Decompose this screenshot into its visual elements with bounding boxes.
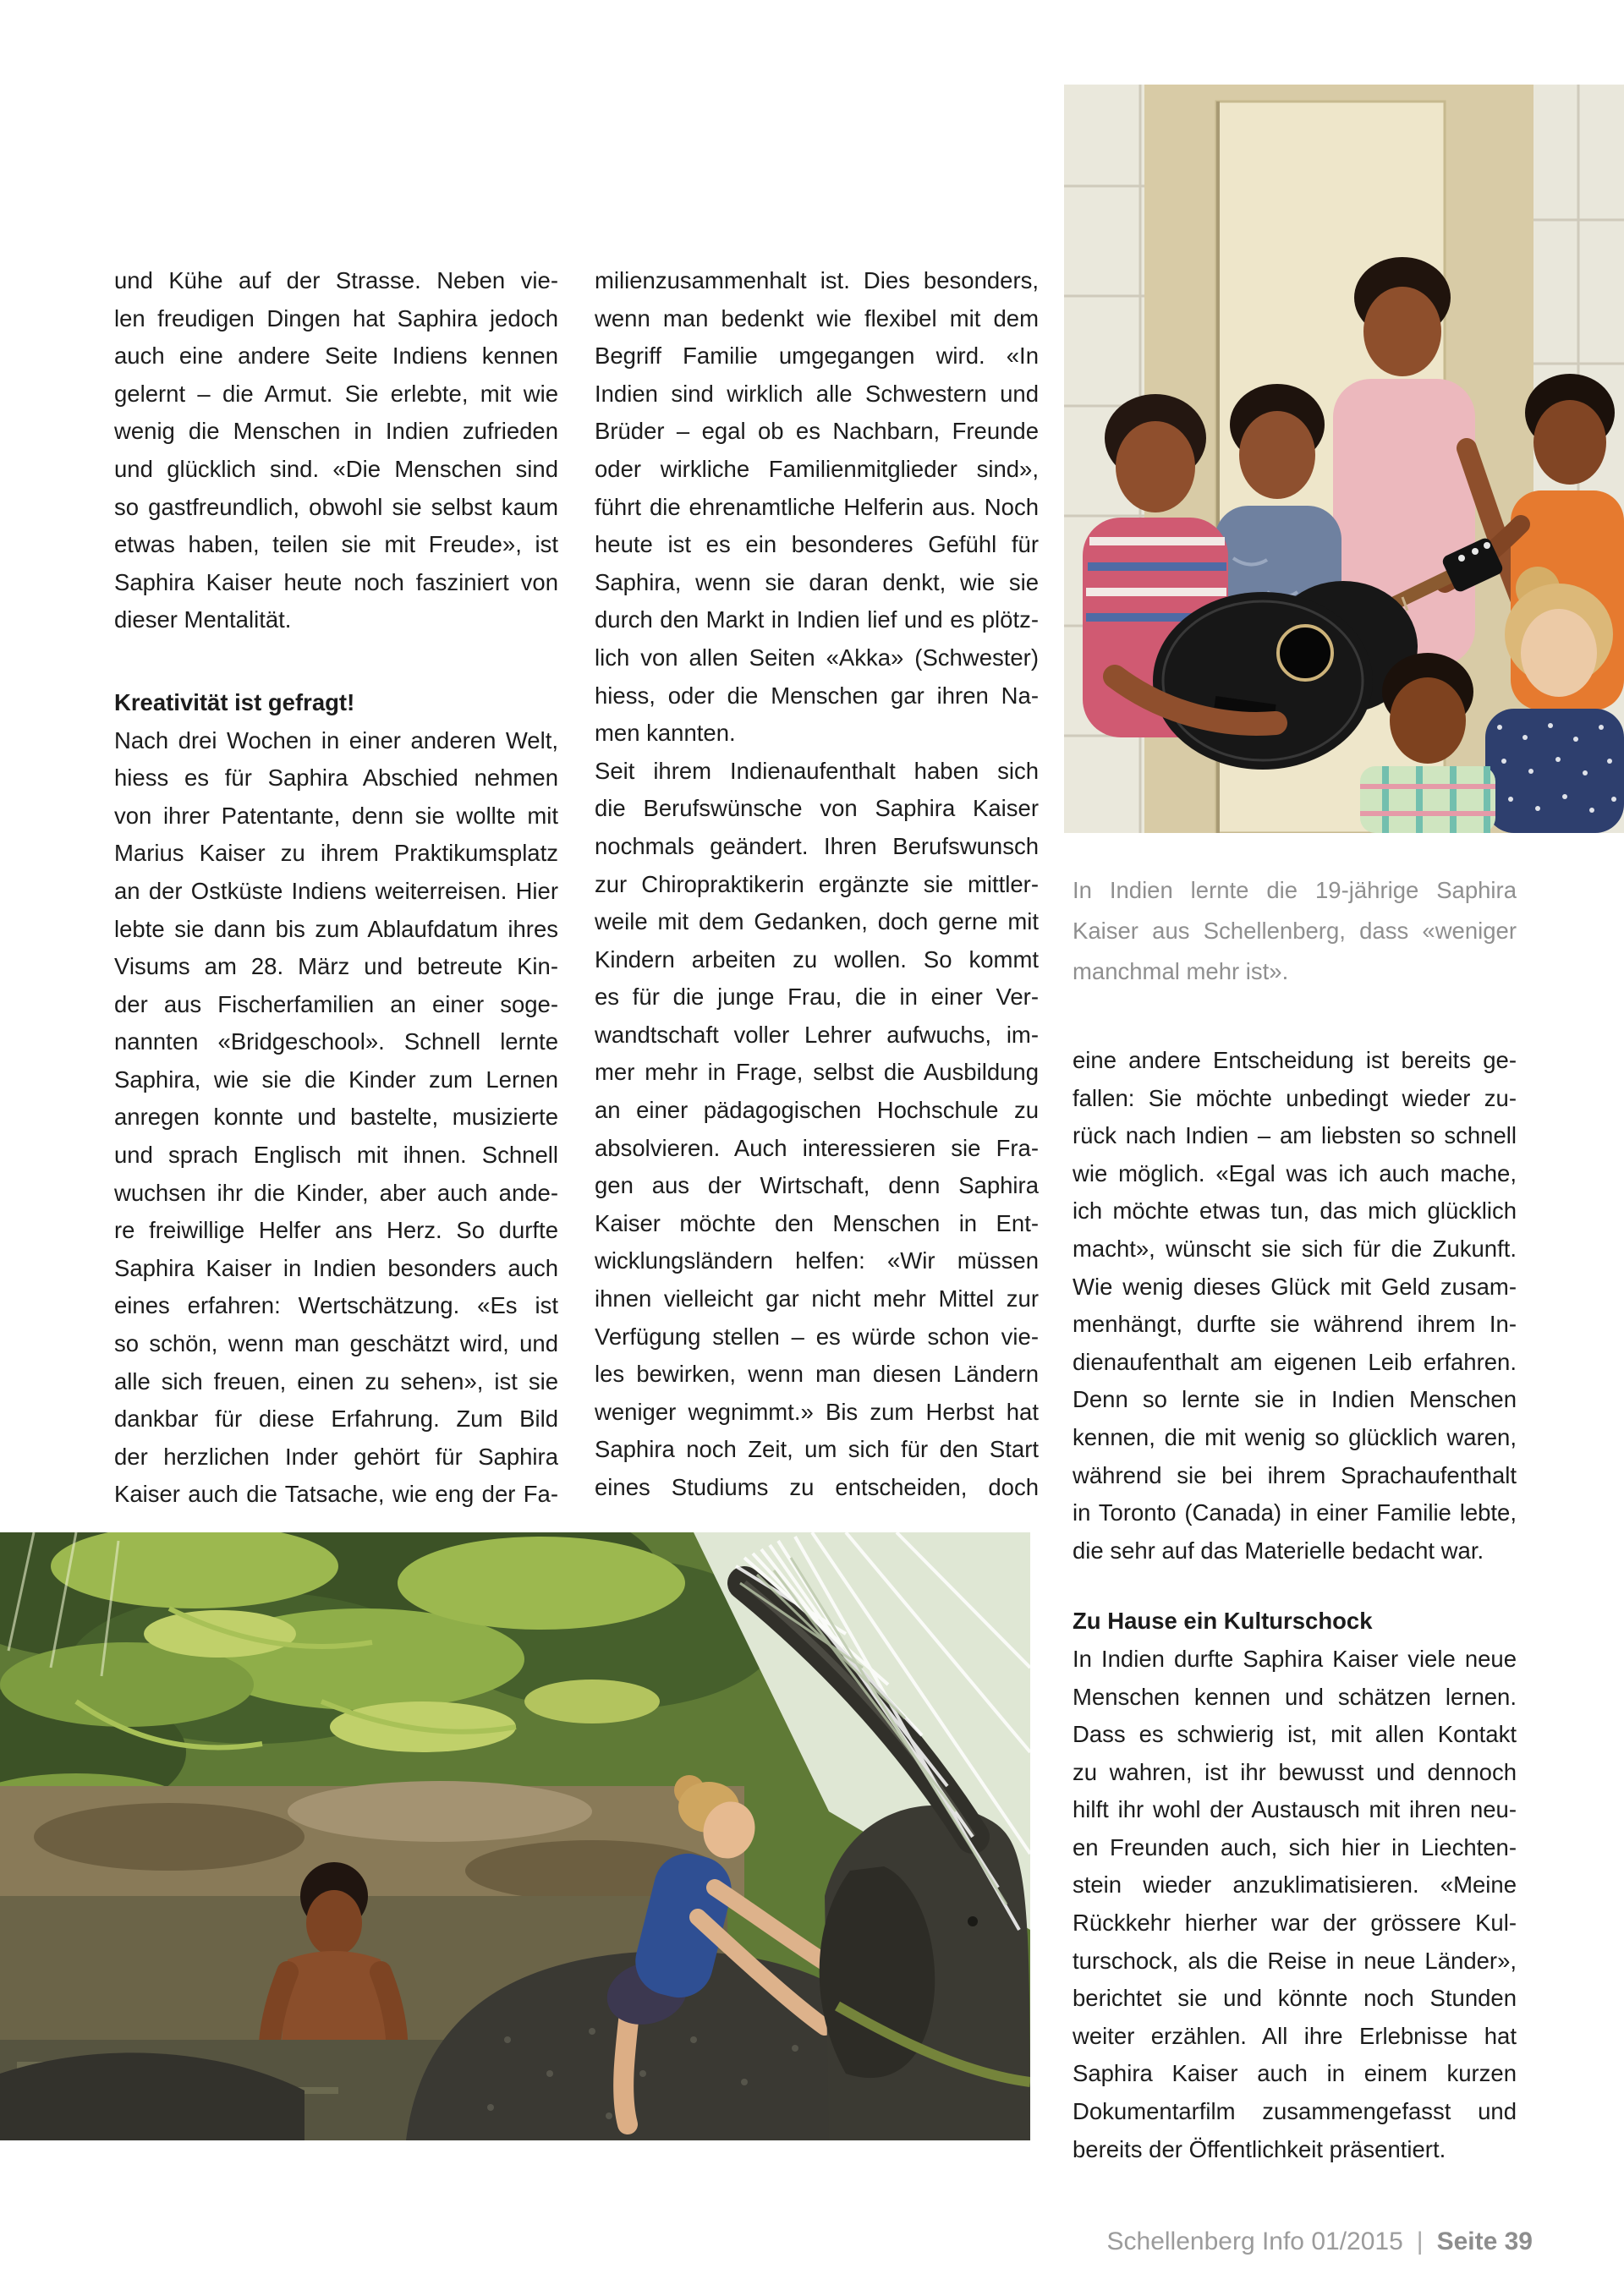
text-line: eines Studiums zu entscheiden, doch bbox=[595, 1474, 1039, 1500]
text-line: les bewirken, wenn man diesen Ländern bbox=[595, 1361, 1039, 1388]
text-line: hiess es für Saphira Abschied nehmen bbox=[114, 764, 558, 792]
text-line: Dokumentarfilm zusammengefasst und bbox=[1073, 2098, 1517, 2125]
text-line: fallen: Sie möchte unbedingt wieder zu- bbox=[1073, 1084, 1517, 1111]
text-line: bereits der Öffentlichkeit präsentiert. bbox=[1073, 2135, 1446, 2162]
text-line: und sprach Englisch mit ihnen. Schnell bbox=[114, 1142, 558, 1169]
text-line: wenn man bedenkt wie flexibel mit dem bbox=[595, 304, 1039, 332]
text-line: men kannten. bbox=[595, 720, 736, 747]
text-line: Begriff Familie umgegangen wird. «In bbox=[595, 342, 1039, 370]
text-line: turschock, als die Reise in neue Länder», bbox=[1073, 1947, 1517, 1974]
footer-publication: Schellenberg Info 01/2015 bbox=[1106, 2228, 1403, 2255]
elephant-photo bbox=[0, 1532, 1030, 2140]
text-line: zu wahren, ist ihr bewusst und dennoch bbox=[1073, 1758, 1517, 1785]
text-line: milienzusammenhalt ist. Dies besonders, bbox=[595, 267, 1039, 293]
text-line: rück nach Indien – am liebsten so schnell bbox=[1073, 1122, 1517, 1149]
text-line: und glücklich sind. «Die Menschen sind bbox=[114, 455, 558, 482]
text-line: Kaiser möchte den Menschen in Ent- bbox=[595, 1209, 1039, 1236]
text-line: ich möchte etwas tun, das mich glücklich bbox=[1073, 1197, 1517, 1225]
text-line: die Berufswünsche von Saphira Kaiser bbox=[595, 795, 1039, 822]
text-line: len freudigen Dingen hat Saphira jedoch bbox=[114, 304, 558, 332]
text-line: alle sich freuen, einen zu sehen», ist sie bbox=[114, 1367, 558, 1395]
text-line: so schön, wenn man geschätzt wird, und bbox=[114, 1330, 558, 1357]
text-line: macht», wünscht sie sich für die Zukunft. bbox=[1073, 1235, 1517, 1262]
text-line: es für die junge Frau, die in einer Ver- bbox=[595, 984, 1039, 1011]
text-line: Saphira noch Zeit, um sich für den Start bbox=[595, 1436, 1039, 1463]
paragraph bbox=[595, 262, 1039, 753]
text-line: der aus Fischerfamilien an einer soge- bbox=[114, 990, 558, 1017]
text-line: dienaufenthalt am eigenen Leib erfahren. bbox=[1073, 1348, 1517, 1375]
text-line: etwas haben, teilen sie mit Freude», ist bbox=[114, 531, 558, 558]
paragraph bbox=[114, 722, 558, 1514]
article-column-2 bbox=[595, 262, 1039, 1507]
text-line: und Kühe auf der Strasse. Neben vie- bbox=[114, 267, 558, 293]
text-line: oder wirkliche Familienmitglieder sind», bbox=[595, 455, 1039, 482]
text-line: hiess, oder die Menschen gar ihren Na- bbox=[595, 682, 1039, 709]
text-line: berichtet sie und könnte noch Stunden bbox=[1073, 1985, 1517, 2012]
text-line: Saphira Kaiser heute noch fasziniert von bbox=[114, 568, 558, 595]
text-line: anregen konnte und bastelte, musizierte bbox=[114, 1104, 558, 1131]
text-line: während sie bei ihrem Sprachaufenthalt bbox=[1073, 1461, 1517, 1488]
text-line: eines erfahren: Wertschätzung. «Es ist bbox=[114, 1292, 558, 1319]
section-heading-kulturschock: Zu Hause ein Kulturschock bbox=[1073, 1608, 1373, 1635]
text-line: weile mit dem Gedanken, doch gerne mit bbox=[595, 908, 1039, 935]
text-line: Verfügung stellen – es würde schon vie- bbox=[595, 1323, 1039, 1350]
paragraph bbox=[595, 753, 1039, 1507]
text-line: führt die ehrenamtliche Helferin aus. Noch bbox=[595, 493, 1039, 520]
text-line: In Indien lernte die 19-jährige Saphira bbox=[1073, 877, 1517, 903]
text-line: gelernt – die Armut. Sie erlebte, mit wie bbox=[114, 380, 558, 407]
text-line: manchmal mehr ist». bbox=[1073, 958, 1289, 984]
section-heading-kreativitaet: Kreativität ist gefragt! bbox=[114, 688, 355, 715]
text-line: an der Ostküste Indiens weiterreisen. Hier bbox=[114, 877, 558, 904]
text-line: weiter erzählen. All ihre Erlebnisse hat bbox=[1073, 2022, 1517, 2049]
text-line: die sehr auf das Materielle bedacht war. bbox=[1073, 1537, 1484, 1564]
text-line: Saphira, wie sie die Kinder zum Lernen bbox=[114, 1066, 558, 1093]
footer-separator: | bbox=[1416, 2228, 1424, 2255]
text-line: auch eine andere Seite Indiens kennen bbox=[114, 342, 558, 370]
text-line: Dass es schwierig ist, mit allen Kontakt bbox=[1073, 1721, 1517, 1748]
text-line: Kindern arbeiten zu wollen. So kommt bbox=[595, 945, 1039, 973]
text-line: dankbar für diese Erfahrung. Zum Bild bbox=[114, 1406, 558, 1433]
text-line: Brüder – egal ob es Nachbarn, Freunde bbox=[595, 418, 1039, 445]
text-line: In Indien durfte Saphira Kaiser viele neue bbox=[1073, 1645, 1517, 1672]
text-line: heute ist es ein besonderes Gefühl für bbox=[595, 531, 1039, 558]
text-line: Saphira Kaiser in Indien besonders auch bbox=[114, 1254, 558, 1281]
text-line: lich von allen Seiten «Akka» (Schwester) bbox=[595, 644, 1039, 671]
text-line: wicklungsländern helfen: «Wir müssen bbox=[595, 1247, 1039, 1274]
text-line: Seit ihrem Indienaufenthalt haben sich bbox=[595, 757, 1039, 784]
text-line: Rückkehr hierher war der grössere Kul- bbox=[1073, 1910, 1517, 1937]
article-column-3 bbox=[1073, 1042, 1517, 2168]
text-line: Indien sind wirklich alle Schwestern und bbox=[595, 380, 1039, 407]
text-line: gen aus der Wirtschaft, denn Saphira bbox=[595, 1172, 1039, 1199]
footer-page-number: Seite 39 bbox=[1436, 2228, 1533, 2255]
text-line: Kaiser aus Schellenberg, dass «weniger bbox=[1073, 918, 1517, 944]
text-line: Saphira, wenn sie daran denkt, wie sie bbox=[595, 568, 1039, 595]
text-line: zur Chiropraktikerin ergänzte sie mittler- bbox=[595, 870, 1039, 897]
paragraph-spacer bbox=[1073, 1570, 1517, 1603]
group-photo-illustration bbox=[1064, 85, 1624, 833]
page-footer bbox=[1107, 2226, 1533, 2258]
text-line: Denn so lernte sie in Indien Menschen bbox=[1073, 1386, 1517, 1413]
text-line: hilft ihr wohl der Austausch mit ihren neu- bbox=[1073, 1796, 1517, 1823]
text-line: kennen, die mit wenig so glücklich waren, bbox=[1073, 1423, 1517, 1450]
text-line: wandtschaft voller Lehrer aufwuchs, im- bbox=[595, 1021, 1039, 1048]
text-line: Saphira Kaiser auch in einem kurzen bbox=[1073, 2060, 1517, 2087]
text-line: mer mehr in Frage, selbst die Ausbildung bbox=[595, 1059, 1039, 1086]
paragraph bbox=[1073, 1042, 1517, 1570]
paragraph bbox=[1073, 1641, 1517, 2168]
text-line: der herzlichen Inder gehört für Saphira bbox=[114, 1443, 558, 1470]
text-line: durch den Markt in Indien lief und es plötz- bbox=[595, 606, 1039, 633]
text-line: nannten «Bridgeschool». Schnell lernte bbox=[114, 1028, 558, 1055]
text-line: wie möglich. «Egal was ich auch mache, bbox=[1073, 1159, 1517, 1186]
text-line: stein wieder anzuklimatisieren. «Meine bbox=[1073, 1871, 1517, 1899]
paragraph bbox=[114, 262, 558, 639]
text-line: Menschen kennen und schätzen lernen. bbox=[1073, 1683, 1517, 1710]
text-line: Marius Kaiser zu ihrem Praktikumsplatz bbox=[114, 840, 558, 867]
text-line: an einer pädagogischen Hochschule zu bbox=[595, 1097, 1039, 1124]
text-line: Visums am 28. März und betreute Kin- bbox=[114, 953, 558, 980]
text-line: eine andere Entscheidung ist bereits ge- bbox=[1073, 1047, 1517, 1073]
photo-caption bbox=[1073, 870, 1517, 992]
text-line: Nach drei Wochen in einer anderen Welt, bbox=[114, 726, 558, 753]
text-line: en Freunden auch, sich hier in Liechten- bbox=[1073, 1833, 1517, 1860]
text-line: so gastfreundlich, obwohl sie selbst kaum bbox=[114, 493, 558, 520]
text-line: dieser Mentalität. bbox=[114, 606, 292, 633]
text-line: weniger wegnimmt.» Bis zum Herbst hat bbox=[595, 1398, 1039, 1425]
text-line: lebte sie dann bis zum Ablaufdatum ihres bbox=[114, 915, 558, 942]
text-line: Wie wenig dieses Glück mit Geld zusam- bbox=[1073, 1273, 1517, 1300]
text-line: nochmals geändert. Ihren Berufswunsch bbox=[595, 832, 1039, 859]
text-line: menhängt, durfte sie während ihrem In- bbox=[1073, 1311, 1517, 1338]
paragraph-spacer bbox=[114, 639, 558, 684]
text-line: in Toronto (Canada) in einer Familie lebte, bbox=[1073, 1499, 1517, 1526]
text-line: re freiwillige Helfer ans Herz. So durfte bbox=[114, 1217, 558, 1244]
group-photo bbox=[1064, 85, 1624, 833]
text-line: ihnen vielleicht gar nicht mehr Mittel zur bbox=[595, 1285, 1039, 1312]
elephant-photo-illustration bbox=[0, 1532, 1030, 2140]
text-line: wenig die Menschen in Indien zufrieden bbox=[114, 418, 558, 445]
article-column-1 bbox=[114, 262, 558, 1514]
text-line: von ihrer Patentante, denn sie wollte mit bbox=[114, 802, 558, 829]
text-line: Kaiser auch die Tatsache, wie eng der Fa- bbox=[114, 1481, 558, 1508]
text-line: wuchsen ihr die Kinder, aber auch ande- bbox=[114, 1179, 558, 1206]
text-line: absolvieren. Auch interessieren sie Fra- bbox=[595, 1134, 1039, 1161]
